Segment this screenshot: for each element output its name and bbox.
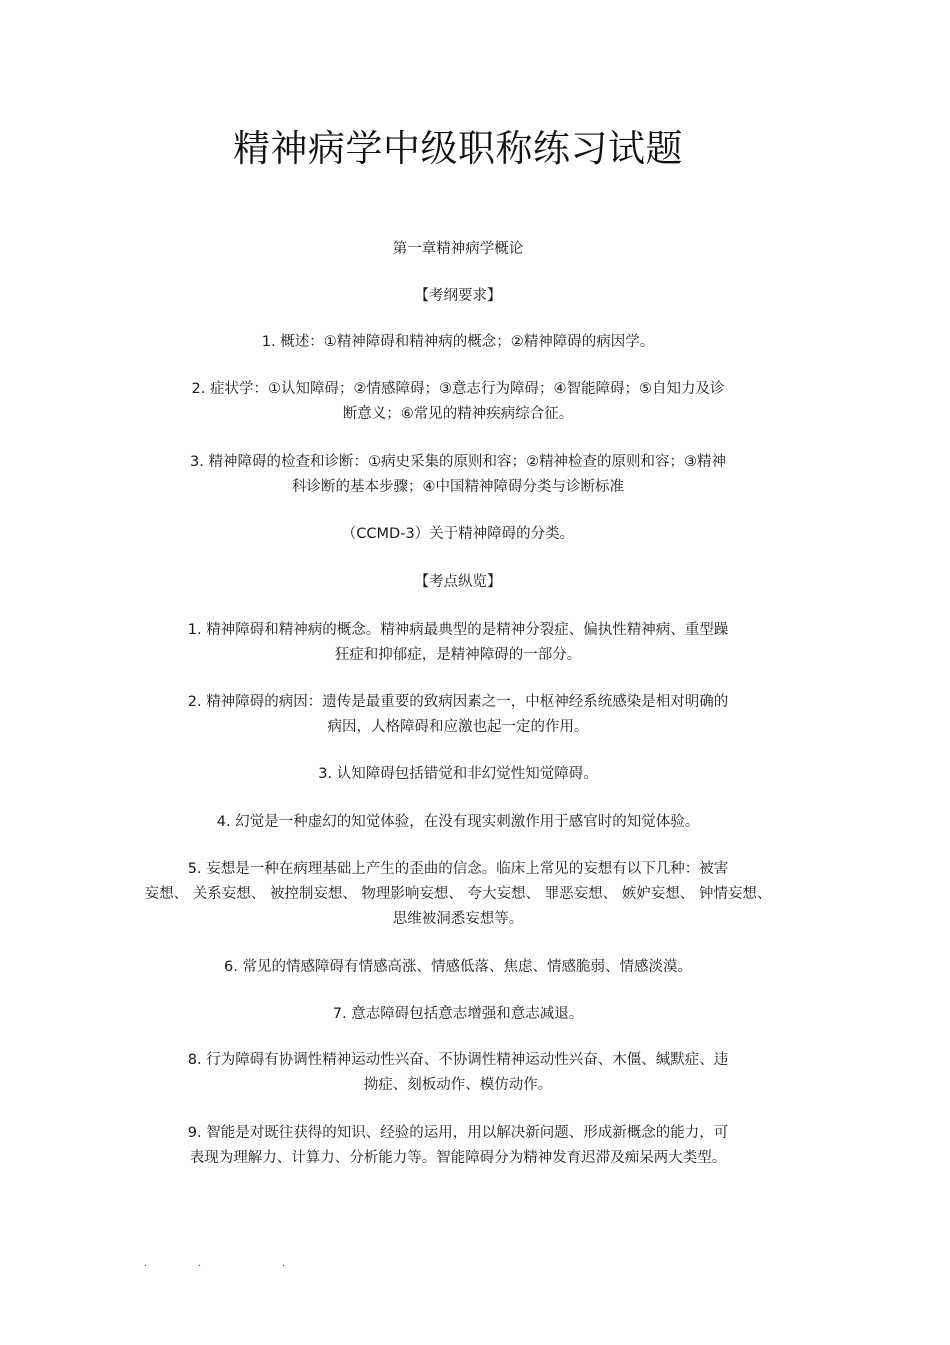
overview-item-7: 7. 意志障碍包括意志增强和意志减退。	[332, 1006, 584, 1022]
document-title: 精神病学中级职称练习试题	[233, 127, 683, 170]
footer-dot: .	[144, 1258, 148, 1269]
overview-item-2-line-1: 2. 精神障碍的病因：遗传是最重要的致病因素之一，中枢神经系统感染是相对明确的	[187, 694, 729, 710]
syllabus-item-3-line-3: （CCMD-3）关于精神障碍的分类。	[341, 526, 575, 542]
syllabus-item-2-line-2: 断意义；⑥常见的精神疾病综合征。	[342, 406, 574, 422]
overview-item-8-line-2: 拗症、刻板动作、模仿动作。	[363, 1077, 553, 1093]
overview-item-3: 3. 认知障碍包括错觉和非幻觉性知觉障碍。	[318, 766, 598, 782]
overview-item-5-line-1: 5. 妄想是一种在病理基础上产生的歪曲的信念。临床上常见的妄想有以下几种：被害	[187, 861, 729, 877]
overview-item-6: 6. 常见的情感障碍有情感高涨、情感低落、焦虑、情感脆弱、情感淡漠。	[224, 959, 692, 975]
footer-dot: .	[282, 1258, 286, 1269]
overview-item-1-line-1: 1. 精神障碍和精神病的概念。精神病最典型的是精神分裂症、偏执性精神病、重型躁	[187, 622, 729, 638]
overview-item-9-line-2: 表现为理解力、计算力、分析能力等。智能障碍分为精神发育迟滞及痴呆两大类型。	[189, 1150, 727, 1166]
overview-item-1-line-2: 狂症和抑郁症，是精神障碍的一部分。	[334, 647, 582, 663]
syllabus-item-2-line-1: 2. 症状学：①认知障碍；②情感障碍；③意志行为障碍；④智能障碍；⑤自知力及诊	[191, 381, 725, 397]
chapter-heading: 第一章精神病学概论	[392, 241, 524, 257]
overview-item-5-line-2: 妄想、 关系妄想、 被控制妄想、 物理影响妄想、 夸大妄想、 罪恶妄想、 嫉妒妄想、 钟情妄想、	[144, 886, 772, 902]
syllabus-item-3-line-1: 3. 精神障碍的检查和诊断：①病史采集的原则和容；②精神检查的原则和容；③精神	[190, 454, 726, 470]
overview-header: 【考点纵览】	[414, 574, 502, 590]
overview-item-9-line-1: 9. 智能是对既往获得的知识、经验的运用，用以解决新问题、形成新概念的能力，可	[187, 1125, 729, 1141]
overview-item-4: 4. 幻觉是一种虚幻的知觉体验，在没有现实刺激作用于感官时的知觉体验。	[216, 814, 700, 830]
syllabus-item-1: 1. 概述：①精神障碍和精神病的概念；②精神障碍的病因学。	[261, 334, 655, 350]
overview-item-8-line-1: 8. 行为障碍有协调性精神运动性兴奋、不协调性精神运动性兴奋、木僵、缄默症、违	[187, 1052, 729, 1068]
footer-dot: .	[198, 1258, 202, 1269]
syllabus-item-3-line-2: 科诊断的基本步骤；④中国精神障碍分类与诊断标准	[292, 479, 624, 495]
syllabus-header: 【考纲要求】	[414, 288, 502, 304]
overview-item-2-line-2: 病因，人格障碍和应激也起一定的作用。	[327, 719, 589, 735]
overview-item-5-line-3: 思维被洞悉妄想等。	[392, 911, 524, 927]
